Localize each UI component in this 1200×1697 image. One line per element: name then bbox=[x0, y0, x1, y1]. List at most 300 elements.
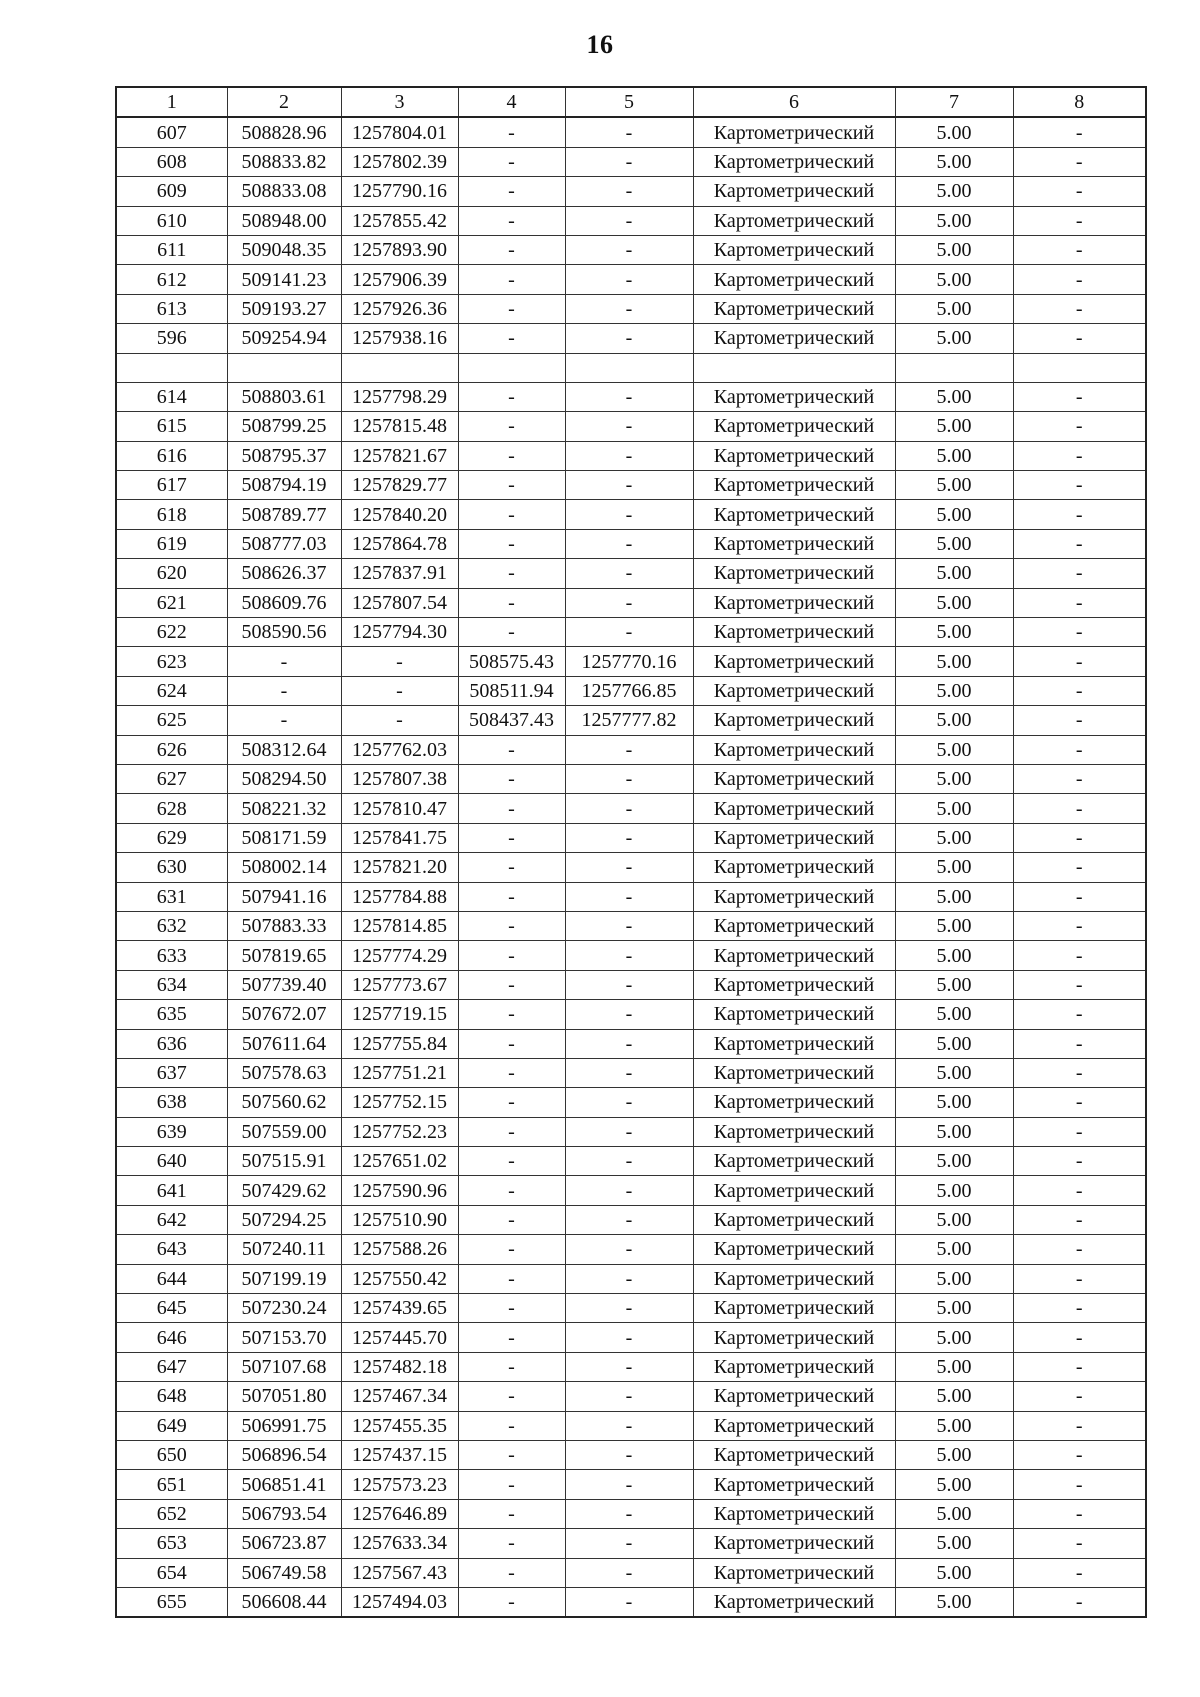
table-cell: 622 bbox=[116, 618, 227, 647]
table-cell: 649 bbox=[116, 1411, 227, 1440]
table-cell: - bbox=[565, 177, 693, 206]
table-row bbox=[116, 324, 1146, 353]
table-cell: Картометрический bbox=[693, 1440, 895, 1469]
table-cell: 5.00 bbox=[895, 1323, 1013, 1352]
table-cell: 1257588.26 bbox=[341, 1235, 458, 1264]
table-cell: Картометрический bbox=[693, 823, 895, 852]
table-cell: - bbox=[1013, 1440, 1146, 1469]
table-cell: - bbox=[1013, 177, 1146, 206]
table-cell: 646 bbox=[116, 1323, 227, 1352]
table-cell: 508437.43 bbox=[458, 706, 565, 735]
table-cell: 5.00 bbox=[895, 117, 1013, 147]
table-cell: Картометрический bbox=[693, 1029, 895, 1058]
table-cell: - bbox=[1013, 618, 1146, 647]
table-cell: - bbox=[565, 382, 693, 411]
table-cell: 1257840.20 bbox=[341, 500, 458, 529]
table-cell: Картометрический bbox=[693, 647, 895, 676]
coordinates-table bbox=[115, 86, 1147, 1618]
table-cell: - bbox=[565, 471, 693, 500]
table-cell: 508626.37 bbox=[227, 559, 341, 588]
table-cell: - bbox=[1013, 1411, 1146, 1440]
table-cell: 1257841.75 bbox=[341, 823, 458, 852]
table-cell: 5.00 bbox=[895, 324, 1013, 353]
table-cell: 623 bbox=[116, 647, 227, 676]
table-cell: 1257445.70 bbox=[341, 1323, 458, 1352]
table-cell: Картометрический bbox=[693, 1411, 895, 1440]
table-cell: 5.00 bbox=[895, 529, 1013, 558]
table-cell: 507672.07 bbox=[227, 1000, 341, 1029]
table-cell: 5.00 bbox=[895, 706, 1013, 735]
table-row bbox=[116, 853, 1146, 882]
column-header: 3 bbox=[341, 87, 458, 117]
table-row bbox=[116, 1470, 1146, 1499]
table-cell: 507941.16 bbox=[227, 882, 341, 911]
table-cell: 636 bbox=[116, 1029, 227, 1058]
table-cell: 509141.23 bbox=[227, 265, 341, 294]
table-row bbox=[116, 588, 1146, 617]
table-row bbox=[116, 941, 1146, 970]
table-cell: 1257794.30 bbox=[341, 618, 458, 647]
table-cell: 5.00 bbox=[895, 294, 1013, 323]
table-row bbox=[116, 618, 1146, 647]
table-cell: 507819.65 bbox=[227, 941, 341, 970]
table-cell: - bbox=[458, 618, 565, 647]
table-cell: - bbox=[1013, 206, 1146, 235]
column-header: 7 bbox=[895, 87, 1013, 117]
table-cell: 507153.70 bbox=[227, 1323, 341, 1352]
table-cell: 1257798.29 bbox=[341, 382, 458, 411]
table-cell: 647 bbox=[116, 1352, 227, 1381]
table-cell: 1257439.65 bbox=[341, 1294, 458, 1323]
table-cell: Картометрический bbox=[693, 1382, 895, 1411]
table-cell: Картометрический bbox=[693, 970, 895, 999]
table-cell: - bbox=[565, 941, 693, 970]
table-cell: 5.00 bbox=[895, 1587, 1013, 1617]
table-row bbox=[116, 1176, 1146, 1205]
table-cell: - bbox=[565, 412, 693, 441]
table-cell: - bbox=[458, 117, 565, 147]
table-row bbox=[116, 1000, 1146, 1029]
table-row bbox=[116, 764, 1146, 793]
table-cell: 506896.54 bbox=[227, 1440, 341, 1469]
table-cell: Картометрический bbox=[693, 1176, 895, 1205]
table-cell: 1257938.16 bbox=[341, 324, 458, 353]
table-cell: 5.00 bbox=[895, 235, 1013, 264]
table-cell: - bbox=[565, 823, 693, 852]
table-row bbox=[116, 1587, 1146, 1617]
table-cell: - bbox=[565, 1147, 693, 1176]
table-cell: 5.00 bbox=[895, 1117, 1013, 1146]
table-cell: - bbox=[458, 471, 565, 500]
table-cell: 5.00 bbox=[895, 471, 1013, 500]
table-cell: Картометрический bbox=[693, 1235, 895, 1264]
table-cell: - bbox=[1013, 1235, 1146, 1264]
table-cell: - bbox=[458, 1499, 565, 1528]
table-cell: 5.00 bbox=[895, 1029, 1013, 1058]
table-cell: 620 bbox=[116, 559, 227, 588]
table-cell: Картометрический bbox=[693, 1499, 895, 1528]
table-cell: - bbox=[565, 1352, 693, 1381]
table-cell: - bbox=[1013, 735, 1146, 764]
table-cell: 506608.44 bbox=[227, 1587, 341, 1617]
table-cell: 639 bbox=[116, 1117, 227, 1146]
table-cell: 1257790.16 bbox=[341, 177, 458, 206]
table-cell: 506749.58 bbox=[227, 1558, 341, 1587]
table-cell: - bbox=[458, 177, 565, 206]
table-cell: - bbox=[565, 559, 693, 588]
table-cell: - bbox=[565, 1323, 693, 1352]
table-row bbox=[116, 353, 1146, 382]
table-cell: Картометрический bbox=[693, 882, 895, 911]
table-cell: - bbox=[1013, 1029, 1146, 1058]
table-cell: - bbox=[1013, 1205, 1146, 1234]
table-cell: - bbox=[1013, 324, 1146, 353]
table-cell: 508609.76 bbox=[227, 588, 341, 617]
table-cell: 635 bbox=[116, 1000, 227, 1029]
table-cell: - bbox=[1013, 764, 1146, 793]
table-cell: - bbox=[458, 1323, 565, 1352]
table-cell: - bbox=[458, 206, 565, 235]
table-row bbox=[116, 206, 1146, 235]
table-cell: 645 bbox=[116, 1294, 227, 1323]
table-cell: 638 bbox=[116, 1088, 227, 1117]
table-cell: 617 bbox=[116, 471, 227, 500]
table-cell: - bbox=[565, 117, 693, 147]
table-cell: 1257777.82 bbox=[565, 706, 693, 735]
table-cell: Картометрический bbox=[693, 294, 895, 323]
table-cell: Картометрический bbox=[693, 764, 895, 793]
table-cell: 596 bbox=[116, 324, 227, 353]
table-cell: - bbox=[227, 647, 341, 676]
table-cell: 5.00 bbox=[895, 1058, 1013, 1087]
table-cell: 640 bbox=[116, 1147, 227, 1176]
table-cell: 1257455.35 bbox=[341, 1411, 458, 1440]
table-row bbox=[116, 735, 1146, 764]
table-cell: 5.00 bbox=[895, 676, 1013, 705]
table-cell: Картометрический bbox=[693, 559, 895, 588]
table-cell: - bbox=[565, 529, 693, 558]
table-cell: - bbox=[1013, 382, 1146, 411]
table-cell: 1257906.39 bbox=[341, 265, 458, 294]
table-cell: 508833.08 bbox=[227, 177, 341, 206]
table-row bbox=[116, 882, 1146, 911]
table-row bbox=[116, 1058, 1146, 1087]
table-cell: 1257766.85 bbox=[565, 676, 693, 705]
table-cell: - bbox=[565, 1029, 693, 1058]
table-row bbox=[116, 1352, 1146, 1381]
table-cell: 5.00 bbox=[895, 1382, 1013, 1411]
table-cell: - bbox=[1013, 970, 1146, 999]
table-cell: 5.00 bbox=[895, 1235, 1013, 1264]
table-cell: 508777.03 bbox=[227, 529, 341, 558]
table-cell: - bbox=[1013, 823, 1146, 852]
table-cell: 1257821.20 bbox=[341, 853, 458, 882]
table-cell: 1257855.42 bbox=[341, 206, 458, 235]
table-cell: 507294.25 bbox=[227, 1205, 341, 1234]
table-cell: Картометрический bbox=[693, 529, 895, 558]
table-cell: - bbox=[458, 588, 565, 617]
table-cell: 1257751.21 bbox=[341, 1058, 458, 1087]
table-cell: - bbox=[565, 1529, 693, 1558]
table-cell: - bbox=[458, 1352, 565, 1381]
table-cell: 5.00 bbox=[895, 588, 1013, 617]
table-cell: Картометрический bbox=[693, 1147, 895, 1176]
table-cell: 1257807.54 bbox=[341, 588, 458, 617]
table-cell: - bbox=[565, 1294, 693, 1323]
table-cell: 5.00 bbox=[895, 1264, 1013, 1293]
table-cell: Картометрический bbox=[693, 235, 895, 264]
table-cell: - bbox=[565, 1176, 693, 1205]
table-cell: - bbox=[458, 1029, 565, 1058]
table-cell: Картометрический bbox=[693, 1294, 895, 1323]
table-cell: - bbox=[565, 618, 693, 647]
table-cell bbox=[693, 353, 895, 382]
table-cell: - bbox=[458, 1000, 565, 1029]
table-cell: 607 bbox=[116, 117, 227, 147]
table-cell: Картометрический bbox=[693, 1587, 895, 1617]
table-cell: - bbox=[1013, 294, 1146, 323]
table-cell: - bbox=[565, 265, 693, 294]
table-cell: 508171.59 bbox=[227, 823, 341, 852]
table-cell: - bbox=[565, 1587, 693, 1617]
table-cell: 507230.24 bbox=[227, 1294, 341, 1323]
table-cell: - bbox=[458, 235, 565, 264]
table-row bbox=[116, 1323, 1146, 1352]
table-cell: - bbox=[565, 294, 693, 323]
table-cell: 5.00 bbox=[895, 764, 1013, 793]
table-cell: 1257573.23 bbox=[341, 1470, 458, 1499]
table-cell: 508789.77 bbox=[227, 500, 341, 529]
table-row bbox=[116, 1029, 1146, 1058]
table-cell: Картометрический bbox=[693, 382, 895, 411]
table-cell: 641 bbox=[116, 1176, 227, 1205]
table-cell: - bbox=[565, 970, 693, 999]
table-cell: 507199.19 bbox=[227, 1264, 341, 1293]
table-cell: 633 bbox=[116, 941, 227, 970]
table-cell: 508590.56 bbox=[227, 618, 341, 647]
table-cell: - bbox=[1013, 412, 1146, 441]
table-cell: Картометрический bbox=[693, 1470, 895, 1499]
table-cell: 506991.75 bbox=[227, 1411, 341, 1440]
table-row bbox=[116, 235, 1146, 264]
table-cell: - bbox=[565, 441, 693, 470]
table-cell: 626 bbox=[116, 735, 227, 764]
table-cell: - bbox=[458, 529, 565, 558]
table-cell: 1257829.77 bbox=[341, 471, 458, 500]
table-row bbox=[116, 1117, 1146, 1146]
table-cell bbox=[565, 353, 693, 382]
table-row bbox=[116, 647, 1146, 676]
table-cell: Картометрический bbox=[693, 1000, 895, 1029]
table-cell: 1257774.29 bbox=[341, 941, 458, 970]
table-cell: Картометрический bbox=[693, 1323, 895, 1352]
table-cell: - bbox=[458, 412, 565, 441]
table-cell: - bbox=[565, 1000, 693, 1029]
table-cell: 1257755.84 bbox=[341, 1029, 458, 1058]
table-row bbox=[116, 1382, 1146, 1411]
table-cell: Картометрический bbox=[693, 911, 895, 940]
table-cell: 508803.61 bbox=[227, 382, 341, 411]
table-cell: 610 bbox=[116, 206, 227, 235]
table-row bbox=[116, 911, 1146, 940]
table-cell: - bbox=[458, 1470, 565, 1499]
table-cell: - bbox=[1013, 1117, 1146, 1146]
table-cell: - bbox=[1013, 1294, 1146, 1323]
table-row bbox=[116, 1294, 1146, 1323]
table-row bbox=[116, 529, 1146, 558]
column-header: 6 bbox=[693, 87, 895, 117]
table-cell: 609 bbox=[116, 177, 227, 206]
table-cell: - bbox=[458, 941, 565, 970]
table-cell: Картометрический bbox=[693, 500, 895, 529]
table-cell: 509193.27 bbox=[227, 294, 341, 323]
table-cell: 507429.62 bbox=[227, 1176, 341, 1205]
table-cell: 5.00 bbox=[895, 1529, 1013, 1558]
table-cell: - bbox=[458, 1117, 565, 1146]
table-cell: Картометрический bbox=[693, 1088, 895, 1117]
table-cell bbox=[895, 353, 1013, 382]
table-cell: 1257810.47 bbox=[341, 794, 458, 823]
table-cell: - bbox=[1013, 706, 1146, 735]
table-cell: - bbox=[1013, 676, 1146, 705]
table-cell: - bbox=[458, 324, 565, 353]
page-number: 16 bbox=[586, 30, 614, 59]
table-cell: 5.00 bbox=[895, 618, 1013, 647]
table-cell bbox=[227, 353, 341, 382]
table-cell: 508575.43 bbox=[458, 647, 565, 676]
table-cell: 507611.64 bbox=[227, 1029, 341, 1058]
table-cell: 1257494.03 bbox=[341, 1587, 458, 1617]
table-cell: - bbox=[1013, 1088, 1146, 1117]
table-cell: - bbox=[565, 1058, 693, 1087]
table-cell: 507107.68 bbox=[227, 1352, 341, 1381]
table-cell: - bbox=[458, 1147, 565, 1176]
table-row bbox=[116, 1529, 1146, 1558]
table-cell: 507559.00 bbox=[227, 1117, 341, 1146]
table-row bbox=[116, 970, 1146, 999]
table-cell: - bbox=[1013, 529, 1146, 558]
table-cell: 5.00 bbox=[895, 735, 1013, 764]
table-cell: 637 bbox=[116, 1058, 227, 1087]
table-cell: - bbox=[458, 1176, 565, 1205]
table-row bbox=[116, 1558, 1146, 1587]
table-cell: 506793.54 bbox=[227, 1499, 341, 1528]
table-cell: - bbox=[458, 265, 565, 294]
table-cell: 613 bbox=[116, 294, 227, 323]
table-cell: 507515.91 bbox=[227, 1147, 341, 1176]
table-cell: - bbox=[458, 1058, 565, 1087]
table-row bbox=[116, 1440, 1146, 1469]
table-cell: 1257837.91 bbox=[341, 559, 458, 588]
table-cell: 631 bbox=[116, 882, 227, 911]
table-row bbox=[116, 1235, 1146, 1264]
table-cell: - bbox=[1013, 882, 1146, 911]
table-cell: 508221.32 bbox=[227, 794, 341, 823]
table-cell: 616 bbox=[116, 441, 227, 470]
table-cell: Картометрический bbox=[693, 471, 895, 500]
table-cell: - bbox=[1013, 1352, 1146, 1381]
table-cell: Картометрический bbox=[693, 1205, 895, 1234]
table-cell: Картометрический bbox=[693, 618, 895, 647]
table-cell: - bbox=[565, 1088, 693, 1117]
table-cell: 5.00 bbox=[895, 1440, 1013, 1469]
table-cell: 1257807.38 bbox=[341, 764, 458, 793]
table-cell: 1257510.90 bbox=[341, 1205, 458, 1234]
table-cell: - bbox=[1013, 1000, 1146, 1029]
table-cell: 5.00 bbox=[895, 500, 1013, 529]
table-cell: - bbox=[458, 500, 565, 529]
table-cell: 625 bbox=[116, 706, 227, 735]
table-cell: 5.00 bbox=[895, 1352, 1013, 1381]
table-cell: - bbox=[565, 206, 693, 235]
table-row bbox=[116, 441, 1146, 470]
table-cell: - bbox=[458, 1440, 565, 1469]
table-cell: - bbox=[565, 853, 693, 882]
table-cell: - bbox=[1013, 235, 1146, 264]
table-row bbox=[116, 117, 1146, 147]
table-cell: - bbox=[1013, 1147, 1146, 1176]
table-cell: - bbox=[1013, 1529, 1146, 1558]
table-row bbox=[116, 676, 1146, 705]
table-cell: Картометрический bbox=[693, 794, 895, 823]
table-cell: - bbox=[1013, 647, 1146, 676]
table-cell: - bbox=[458, 147, 565, 176]
table-cell: 5.00 bbox=[895, 1176, 1013, 1205]
table-row bbox=[116, 1088, 1146, 1117]
table-cell: 508002.14 bbox=[227, 853, 341, 882]
table-cell: - bbox=[565, 500, 693, 529]
table-cell: 1257719.15 bbox=[341, 1000, 458, 1029]
table-cell: 5.00 bbox=[895, 147, 1013, 176]
table-cell: 1257802.39 bbox=[341, 147, 458, 176]
table-row bbox=[116, 412, 1146, 441]
table-cell: Картометрический bbox=[693, 1558, 895, 1587]
table-cell: 1257926.36 bbox=[341, 294, 458, 323]
table-cell: 619 bbox=[116, 529, 227, 558]
table-cell: 1257804.01 bbox=[341, 117, 458, 147]
table-row bbox=[116, 147, 1146, 176]
table-cell: 5.00 bbox=[895, 1000, 1013, 1029]
table-row bbox=[116, 706, 1146, 735]
table-row bbox=[116, 382, 1146, 411]
table-cell: - bbox=[1013, 1382, 1146, 1411]
table-cell: Картометрический bbox=[693, 441, 895, 470]
table-cell: Картометрический bbox=[693, 1529, 895, 1558]
table-cell: 1257784.88 bbox=[341, 882, 458, 911]
table-cell: 1257815.48 bbox=[341, 412, 458, 441]
table-cell: - bbox=[565, 882, 693, 911]
table-cell: - bbox=[1013, 147, 1146, 176]
table-cell: - bbox=[565, 911, 693, 940]
table-cell: - bbox=[1013, 1264, 1146, 1293]
table-cell: 1257482.18 bbox=[341, 1352, 458, 1381]
table-row bbox=[116, 1499, 1146, 1528]
table-cell: 5.00 bbox=[895, 1147, 1013, 1176]
table-cell: Картометрический bbox=[693, 1117, 895, 1146]
table-cell: 509254.94 bbox=[227, 324, 341, 353]
table-cell: 1257752.15 bbox=[341, 1088, 458, 1117]
table-cell: - bbox=[1013, 1058, 1146, 1087]
table-cell: Картометрический bbox=[693, 206, 895, 235]
table-cell: 1257893.90 bbox=[341, 235, 458, 264]
table-cell: - bbox=[565, 1558, 693, 1587]
table-cell: 508794.19 bbox=[227, 471, 341, 500]
table-cell: 507051.80 bbox=[227, 1382, 341, 1411]
table-cell: 506851.41 bbox=[227, 1470, 341, 1499]
table-cell: 5.00 bbox=[895, 412, 1013, 441]
table-cell: 634 bbox=[116, 970, 227, 999]
table-row bbox=[116, 1205, 1146, 1234]
